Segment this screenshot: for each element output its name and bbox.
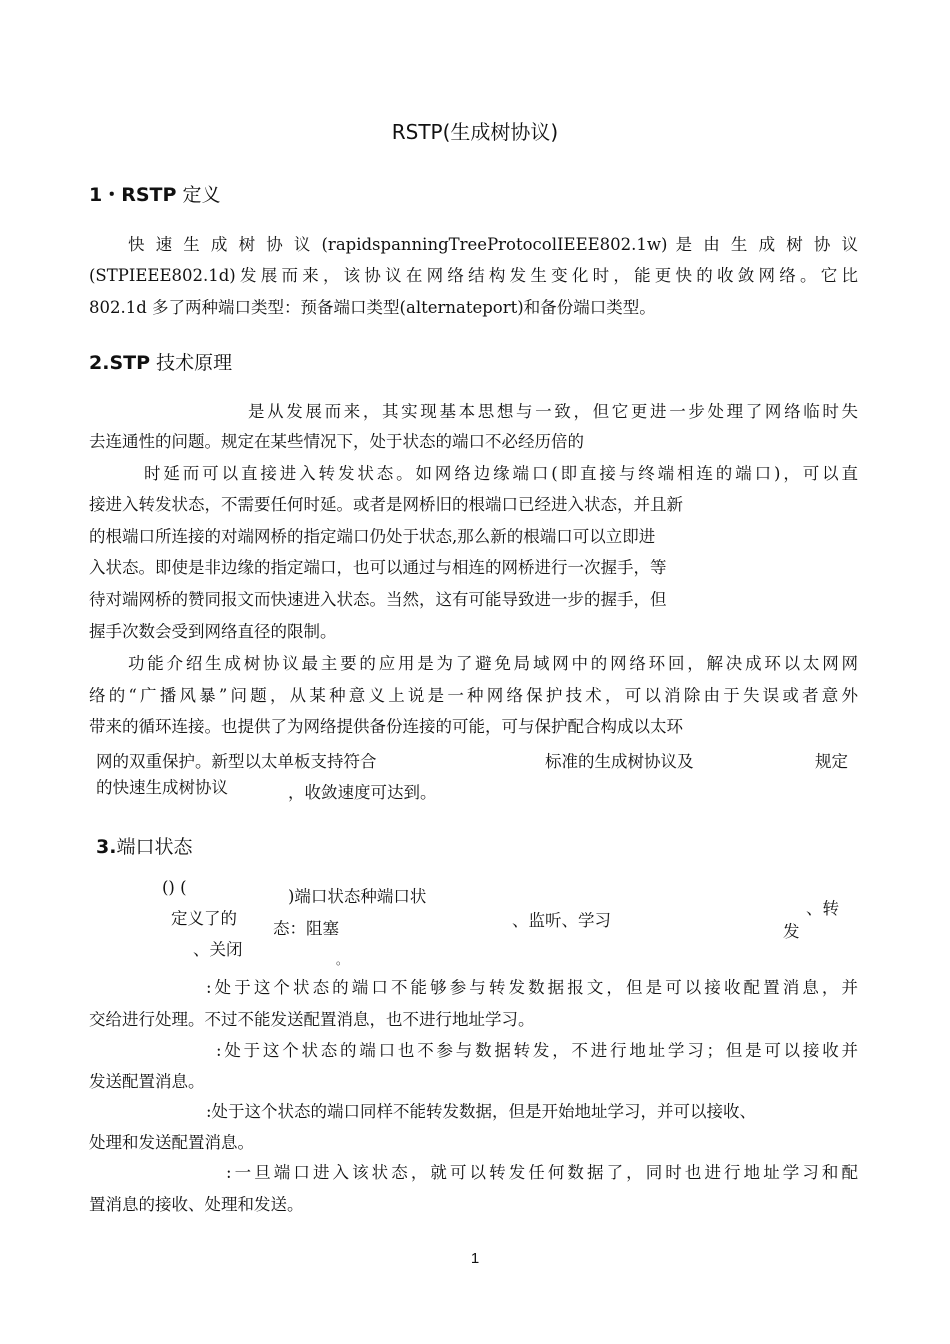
section-heading-3 — [96, 832, 192, 859]
text-fragment: 发 — [783, 922, 800, 941]
paragraph-line: 快 速 生 成 树 协 议 (rapidspanningTreeProtocolIEEE802.1w) 是 由 生 成 树 协 议 — [128, 235, 858, 254]
text-fragment: 态：阻塞 — [273, 919, 339, 938]
text-fragment: )端口状态种端口状 — [288, 887, 427, 906]
paragraph-line: :处于这个状态的端口也不参与数据转发，不进行地址学习；但是可以接收并 — [216, 1041, 858, 1060]
section-heading-3-text: 端口状态 — [116, 836, 193, 858]
text-fragment: 、关闭 — [193, 940, 243, 959]
paragraph-line: 接进入转发状态，不需要任何时延。或者是网桥旧的根端口已经进入状态，并且新 — [89, 495, 683, 514]
section-heading-1 — [89, 180, 220, 207]
text-fragment: 的快速生成树协议 — [96, 778, 228, 797]
text-fragment: 。 — [336, 953, 349, 967]
paragraph-line: (STPIEEE802.1d)发展而来，该协议在网络结构发生变化时，能更快的收敛网络。它比 — [89, 266, 858, 285]
text-fragment: 定义了的 — [171, 909, 237, 928]
section-heading-2-text: 技术原理 — [156, 352, 233, 374]
paragraph-line: 交给进行处理。不过不能发送配置消息，也不进行地址学习。 — [89, 1010, 535, 1029]
text-fragment: 、监听、学习 — [512, 911, 611, 930]
paragraph-line: 是从发展而来，其实现基本思想与一致，但它更进一步处理了网络临时失 — [248, 402, 858, 421]
paragraph-line: 待对端网桥的赞同报文而快速进入状态。当然，这有可能导致进一步的握手，但 — [89, 590, 667, 609]
text-fragment: 网的双重保护。新型以太单板支持符合 — [96, 752, 377, 771]
section-heading-2-number: 2.STP — [89, 352, 151, 374]
section-heading-1-number: 1・RSTP — [89, 184, 177, 206]
paragraph-line: :一旦端口进入该状态，就可以转发任何数据了，同时也进行地址学习和配 — [226, 1163, 858, 1182]
paragraph-line: 握手次数会受到网络直径的限制。 — [89, 622, 337, 641]
section-heading-2 — [89, 348, 232, 375]
text-fragment: ，收敛速度可达到。 — [288, 783, 437, 802]
text-fragment: 标准的生成树协议及 — [545, 752, 694, 771]
paragraph-line: 入状态。即使是非边缘的指定端口，也可以通过与相连的网桥进行一次握手，等 — [89, 558, 667, 577]
text-fragment: 、转 — [806, 899, 839, 918]
paragraph-line: 时延而可以直接进入转发状态。如网络边缘端口(即直接与终端相连的端口)，可以直 — [144, 464, 858, 483]
text-fragment: () ( — [162, 878, 187, 897]
paragraph-line: 功能介绍生成树协议最主要的应用是为了避免局域网中的网络环回，解决成环以太网网 — [128, 654, 858, 673]
paragraph-line: 络的“广播风暴”问题，从某种意义上说是一种网络保护技术，可以消除由于失误或者意外 — [89, 686, 858, 705]
paragraph-line: 置消息的接收、处理和发送。 — [89, 1195, 304, 1214]
section-heading-1-text: 定义 — [182, 184, 221, 206]
paragraph-line: 的根端口所连接的对端网桥的指定端口仍处于状态,那么新的根端口可以立即进 — [89, 527, 656, 546]
paragraph-line: 发送配置消息。 — [89, 1072, 205, 1091]
paragraph-line: :处于这个状态的端口不能够参与转发数据报文，但是可以接收配置消息，并 — [206, 978, 858, 997]
paragraph-line: 带来的循环连接。也提供了为网络提供备份连接的可能，可与保护配合构成以太环 — [89, 717, 683, 736]
page-title: RSTP(生成树协议) — [391, 120, 559, 144]
page-number: 1 — [470, 1250, 480, 1267]
paragraph-line: :处于这个状态的端口同样不能转发数据，但是开始地址学习，并可以接收、 — [206, 1102, 757, 1121]
paragraph-line: 802.1d 多了两种端口类型：预备端口类型(alternateport)和备份端口类型。 — [89, 298, 656, 317]
paragraph-line: 处理和发送配置消息。 — [89, 1133, 254, 1152]
text-fragment: 规定 — [815, 752, 848, 771]
section-heading-3-number: 3. — [96, 836, 117, 858]
paragraph-line: 去连通性的问题。规定在某些情况下，处于状态的端口不必经历倍的 — [89, 432, 584, 451]
